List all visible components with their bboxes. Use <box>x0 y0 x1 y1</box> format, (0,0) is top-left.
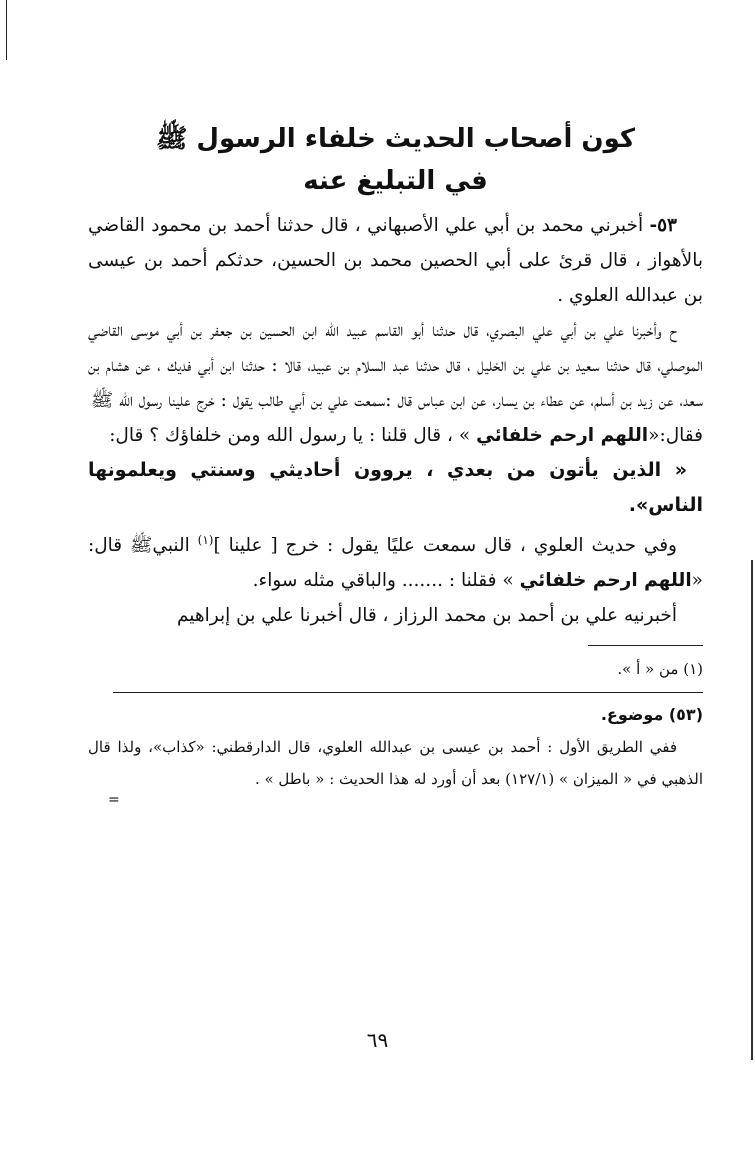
hadith-number: ٥٣- <box>649 215 677 236</box>
paragraph-isnad-1-text: أخبرني محمد بن أبي علي الأصبهاني ، قال حدثنا أحمد بن محمود القاضي بالأهواز ، قال قرئ على أبي الحصين محمد بن الحسين، حدثكم أحمد بن عيسى بن عبدالله العلوي . <box>88 215 703 306</box>
hadith-phrase: اللهم ارحم خلفائي <box>476 425 649 446</box>
chapter-title: كون أصحاب الحديث خلفاء الرسول ﷺ <box>155 124 636 154</box>
scan-edge-left <box>6 0 7 60</box>
paragraph-hadith-intro <box>88 418 703 453</box>
footnote-1: (١) من « أ ». <box>617 660 703 679</box>
footnote-divider <box>588 645 703 646</box>
notes-divider <box>113 692 703 693</box>
paragraph-isnad-2: ح وأخبرنا علي بن أبي علي البصري، قال حدثنا أبو القاسم عبيد الله ابن الحسين بن جعفر بن أبي موسى القاضي الموصلي، قال حدثنا سعيد بن علي بن الخليل ، قال حدثنا عبد السلام بن عبيد، قالا : حدثنا ابن أبي فديك ، عن هشام بن سعد، عن زيد بن أسلم، عن عطاء بن يسار، عن ابن عباس قال :سمعت علي بن أبي طالب يقول : خرج علينا رسول الله ﷺ <box>88 320 703 411</box>
main-text <box>88 208 703 633</box>
book-page <box>88 118 703 809</box>
notes-title: (٥٣) موضوع. <box>600 705 703 725</box>
paragraph-isnad-1 <box>88 208 703 313</box>
alawi-phrase: اللهم ارحم خلفائي <box>519 570 692 592</box>
paragraph-isnad-3: أخبرنيه علي بن أحمد بن محمد الرزاز ، قال أخبرنا علي بن إبراهيم <box>176 605 677 627</box>
chapter-subtitle: في التبليغ عنه <box>303 166 488 196</box>
alawi-text-3: » فقلنا : ....... والباقي مثله سواء. <box>252 570 520 592</box>
paragraph-alawi-version <box>88 523 703 598</box>
alawi-text: وفي حديث العلوي ، قال سمعت عليًا يقول : خرج [ علينا ] <box>213 535 677 557</box>
notes-text: ففي الطريق الأول : أحمد بن عيسى بن عبدالله العلوي، قال الدارقطني: «كذاب»، ولذا قال الذهبي في « الميزان » (١٢٧/١) بعد أن أورد له هذا الحديث : « باطل » . <box>88 738 703 789</box>
alawi-text-2: النبيﷺ قال: « <box>88 535 703 592</box>
hadith-matn: « الذين يأتون من بعدي ، يروون أحاديثي وسنتي ويعلمونها الناس». <box>88 459 703 516</box>
quote-continuation: » ، قال قلنا : يا رسول الله ومن خلفاؤك ؟ قال: <box>109 425 477 446</box>
quote-open: فقال:« <box>648 425 703 446</box>
continuation-mark: = <box>108 792 120 809</box>
scan-edge-right <box>751 560 753 1060</box>
footnote-ref: (١) <box>197 533 214 547</box>
page-number: ٦٩ <box>366 1028 389 1052</box>
